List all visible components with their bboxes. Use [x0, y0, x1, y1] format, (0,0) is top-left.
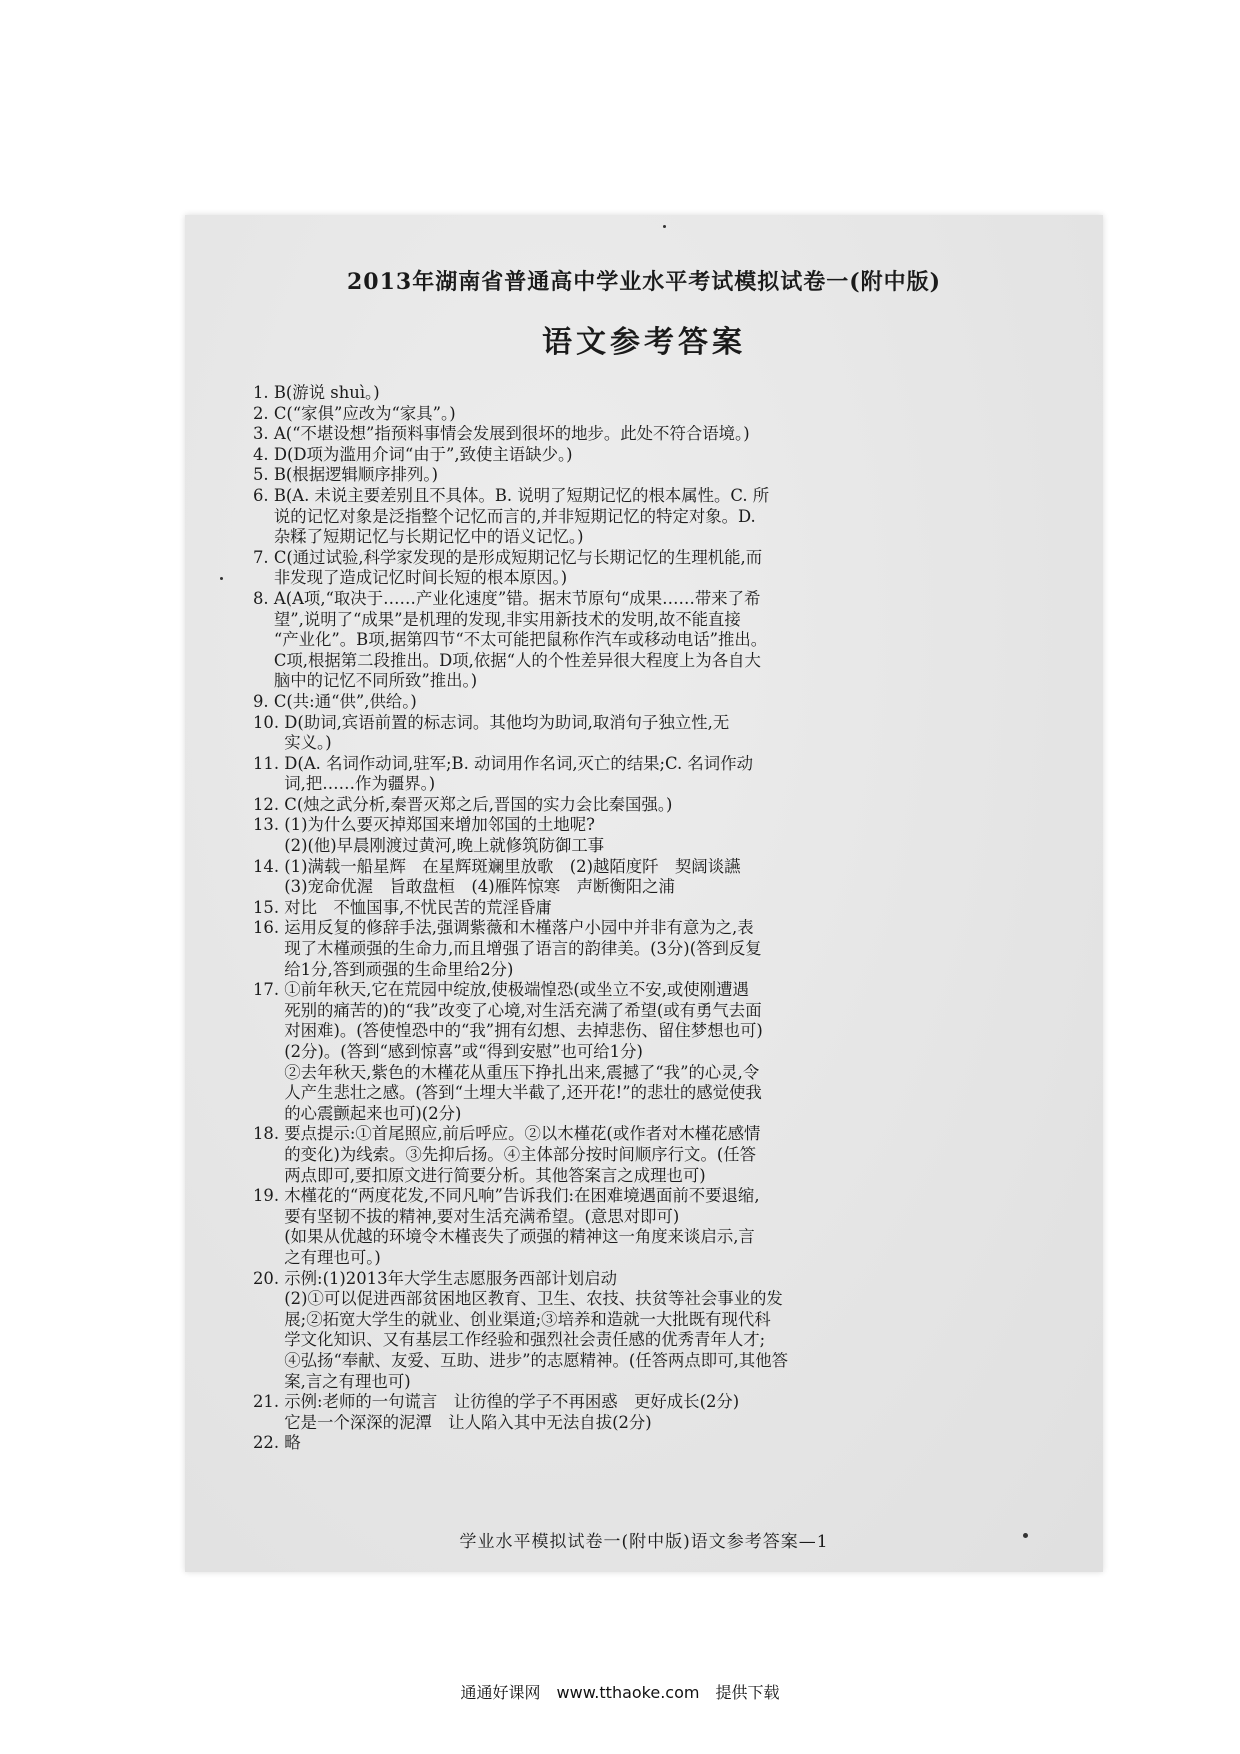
- answer-line: 现了木槿顽强的生命力,而且增强了语言的韵律美。(3分)(答到反复: [284, 939, 762, 959]
- answer-text: [284, 898, 1083, 919]
- answer-number: 1.: [253, 383, 274, 402]
- answer-text: [274, 383, 1083, 404]
- answer-text: [274, 692, 1083, 713]
- answer-line: C(“家俱”应改为“家具”。): [273, 403, 456, 423]
- answer-line: 案,言之有理也可): [284, 1371, 411, 1391]
- answer-item: [253, 857, 1083, 898]
- answer-number: 13.: [253, 815, 285, 835]
- answer-text: [274, 404, 1083, 425]
- answer-line: B(根据逻辑顺序排列。): [273, 465, 439, 485]
- answer-text: [284, 754, 1083, 795]
- answer-line: D(A. 名词作动词,驻军;B. 动词用作名词,灭亡的结果;C. 名词作动: [284, 753, 753, 773]
- answer-line: C(共:通“供”,供给。): [273, 691, 417, 711]
- answer-number: 7.: [253, 547, 274, 567]
- answer-line: 实义。): [284, 733, 332, 753]
- document-title: 2013年湖南省普通高中学业水平考试模拟试卷一(附中版): [346, 269, 942, 295]
- answer-line: 给1分,答到顽强的生命里给2分): [284, 959, 514, 979]
- answer-line: A(A项,“取决于……产业化速度”错。据末节原句“成果……带来了希: [273, 588, 761, 608]
- answer-number: 16.: [253, 918, 285, 938]
- answer-text: [284, 795, 1083, 816]
- answer-text: [284, 857, 1083, 898]
- answer-number: 21.: [253, 1392, 285, 1412]
- answer-item: [253, 754, 1083, 795]
- answer-line: 运用反复的修辞手法,强调紫薇和木槿落户小园中并非有意为之,表: [284, 918, 754, 938]
- scan-speck: [663, 225, 666, 228]
- answer-number: 6.: [253, 485, 274, 505]
- answer-text: [274, 589, 1083, 692]
- answer-number: 5.: [253, 465, 274, 485]
- answer-number: 10.: [253, 712, 285, 732]
- answer-line: C(通过试验,科学家发现的是形成短期记忆与长期记忆的生理机能,而: [273, 547, 763, 567]
- answer-line: (2)(他)早晨刚渡过黄河,晚上就修筑防御工事: [284, 836, 605, 856]
- answer-line: (1)满载一船星辉 在星辉斑斓里放歌 (2)越陌度阡 契阔谈讌: [284, 856, 741, 876]
- answer-item: [253, 424, 1083, 445]
- answer-line: 对比 不恤国事,不忧民苦的荒淫昏庸: [284, 897, 552, 917]
- answer-line: A(“不堪设想”指预料事情会发展到很坏的地步。此处不符合语境。): [273, 424, 750, 444]
- answer-line: 杂糅了短期记忆与长期记忆中的语义记忆。): [273, 527, 584, 547]
- answer-text: [274, 424, 1083, 445]
- answer-item: [253, 1433, 1083, 1454]
- answer-line: (3)宠命优渥 旨敢盘桓 (4)雁阵惊寒 声断衡阳之浦: [284, 877, 675, 897]
- answer-text: [284, 1433, 1083, 1454]
- answer-text: [274, 548, 1083, 589]
- answer-item: [253, 445, 1083, 466]
- answer-line: ①前年秋天,它在荒园中绽放,使极端惶恐(或坐立不安,或使刚遭遇: [284, 980, 749, 1000]
- answer-item: [253, 486, 1083, 548]
- answer-number: 20.: [253, 1268, 285, 1288]
- scan-speck: [220, 577, 223, 580]
- answer-number: 3.: [253, 424, 274, 444]
- answer-line: 要点提示:①首尾照应,前后呼应。②以木槿花(或作者对木槿花感情: [284, 1124, 761, 1144]
- answer-line: 木槿花的“两度花发,不同凡响”告诉我们:在困难境遇面前不要退缩,: [284, 1186, 760, 1206]
- download-watermark: 通通好课网 www.tthaoke.com 提供下载: [460, 1683, 780, 1702]
- answer-line: (1)为什么要灭掉郑国来增加邻国的土地呢?: [284, 815, 595, 835]
- answer-number: 15.: [253, 897, 285, 917]
- answer-line: 展;②拓宽大学生的就业、创业渠道;③培养和造就一大批既有现代科: [284, 1309, 771, 1329]
- answer-item: [253, 918, 1083, 980]
- answer-item: [253, 404, 1083, 425]
- scanned-page: [185, 215, 1103, 1572]
- answer-number: 2.: [253, 403, 274, 423]
- answer-number: 12.: [253, 794, 285, 814]
- answer-line: 词,把……作为疆界。): [284, 774, 436, 794]
- answer-line: 两点即可,要扣原文进行简要分析。其他答案言之成理也可): [284, 1165, 706, 1185]
- answer-item: [253, 795, 1083, 816]
- answer-line: 示例:老师的一句谎言 让彷徨的学子不再困惑 更好成长(2分): [284, 1392, 740, 1412]
- page-footer: 学业水平模拟试卷一(附中版)语文参考答案—1: [459, 1532, 829, 1552]
- answer-text: [284, 815, 1083, 856]
- answer-line: 脑中的记忆不同所致”推出。): [273, 671, 478, 691]
- answer-line: (如果从优越的环境令木槿丧失了顽强的精神这一角度来谈启示,言: [284, 1227, 755, 1247]
- answer-line: B(A. 未说主要差别且不具体。B. 说明了短期记忆的根本属性。C. 所: [273, 485, 770, 505]
- answer-text: [284, 918, 1083, 980]
- answer-number: 14.: [253, 856, 285, 876]
- answer-line: B(游说 shuì。): [273, 383, 380, 402]
- answer-line: 的变化)为线索。③先抑后扬。④主体部分按时间顺序行文。(任答: [284, 1144, 757, 1164]
- answer-line: 略: [284, 1433, 301, 1453]
- answer-item: [253, 1186, 1083, 1268]
- answer-item: [253, 383, 1083, 404]
- answer-line: 要有坚韧不拔的精神,要对生活充满希望。(意思对即可): [284, 1206, 680, 1226]
- answer-line: 对困难)。(答使惶恐中的“我”拥有幻想、去掉悲伤、留住梦想也可): [284, 1021, 763, 1041]
- answer-line: 之有理也可。): [284, 1247, 381, 1267]
- answer-line: 示例:(1)2013年大学生志愿服务西部计划启动: [284, 1268, 617, 1288]
- answer-line: (2分)。(答到“感到惊喜”或“得到安慰”也可给1分): [284, 1042, 643, 1061]
- answer-line: ②去年秋天,紫色的木槿花从重压下挣扎出来,震撼了“我”的心灵,令: [284, 1062, 760, 1082]
- answer-line: C(烛之武分析,秦晋灭郑之后,晋国的实力会比秦国强。): [284, 794, 673, 814]
- answer-item: [253, 589, 1083, 692]
- answer-number: 4.: [253, 444, 274, 464]
- answer-text: [284, 980, 1083, 1124]
- answer-text: [284, 1392, 1083, 1433]
- answer-text: [284, 1124, 1083, 1186]
- answer-item: [253, 815, 1083, 856]
- answer-line: 学文化知识、又有基层工作经验和强烈社会责任感的优秀青年人才;: [284, 1330, 766, 1350]
- answer-number: 18.: [253, 1124, 285, 1144]
- answer-text: [274, 465, 1083, 486]
- answer-line: 非发现了造成记忆时间长短的根本原因。): [273, 568, 568, 588]
- answer-text: [284, 713, 1083, 754]
- document-subtitle: 语文参考答案: [542, 325, 746, 360]
- answer-line: 人产生悲壮之感。(答到“土埋大半截了,还开花!”的悲壮的感觉使我: [284, 1083, 762, 1103]
- answer-number: 17.: [253, 980, 285, 1000]
- answer-number: 19.: [253, 1186, 285, 1206]
- answer-line: 死别的痛苦的)的“我”改变了心境,对生活充满了希望(或有勇气去面: [284, 1000, 762, 1020]
- answer-number: 9.: [253, 691, 274, 711]
- answer-line: (2)①可以促进西部贫困地区教育、卫生、农技、扶贫等社会事业的发: [284, 1289, 783, 1309]
- answer-text: [284, 1269, 1083, 1393]
- answer-item: [253, 548, 1083, 589]
- answer-item: [253, 1392, 1083, 1433]
- answer-line: D(助词,宾语前置的标志词。其他均为助词,取消句子独立性,无: [284, 712, 730, 732]
- answer-line: ④弘扬“奉献、友爱、互助、进步”的志愿精神。(任答两点即可,其他答: [284, 1350, 788, 1370]
- answer-item: [253, 692, 1083, 713]
- answer-item: [253, 1124, 1083, 1186]
- answer-item: [253, 898, 1083, 919]
- answer-text: [274, 486, 1083, 548]
- answer-line: D(D项为滥用介词“由于”,致使主语缺少。): [273, 444, 573, 464]
- answer-number: 8.: [253, 588, 274, 608]
- answer-item: [253, 1269, 1083, 1393]
- answer-line: 它是一个深深的泥潭 让人陷入其中无法自拔(2分): [284, 1412, 652, 1432]
- answer-list: [253, 383, 1083, 1454]
- answer-line: 的心震颤起来也可)(2分): [284, 1103, 462, 1123]
- answer-line: 说的记忆对象是泛指整个记忆而言的,并非短期记忆的特定对象。D.: [273, 506, 756, 526]
- answer-item: [253, 713, 1083, 754]
- answer-item: [253, 465, 1083, 486]
- answer-item: [253, 980, 1083, 1124]
- answer-text: [284, 1186, 1083, 1268]
- answer-line: C项,根据第二段推出。D项,依据“人的个性差异很大程度上为各自大: [273, 650, 761, 670]
- answer-number: 22.: [253, 1433, 285, 1453]
- answer-text: [274, 445, 1083, 466]
- answer-line: “产业化”。B项,据第四节“不太可能把鼠称作汽车或移动电话”推出。: [273, 630, 768, 650]
- answer-line: 望”,说明了“成果”是机理的发现,非实用新技术的发明,故不能直接: [273, 609, 741, 629]
- answer-number: 11.: [253, 753, 285, 773]
